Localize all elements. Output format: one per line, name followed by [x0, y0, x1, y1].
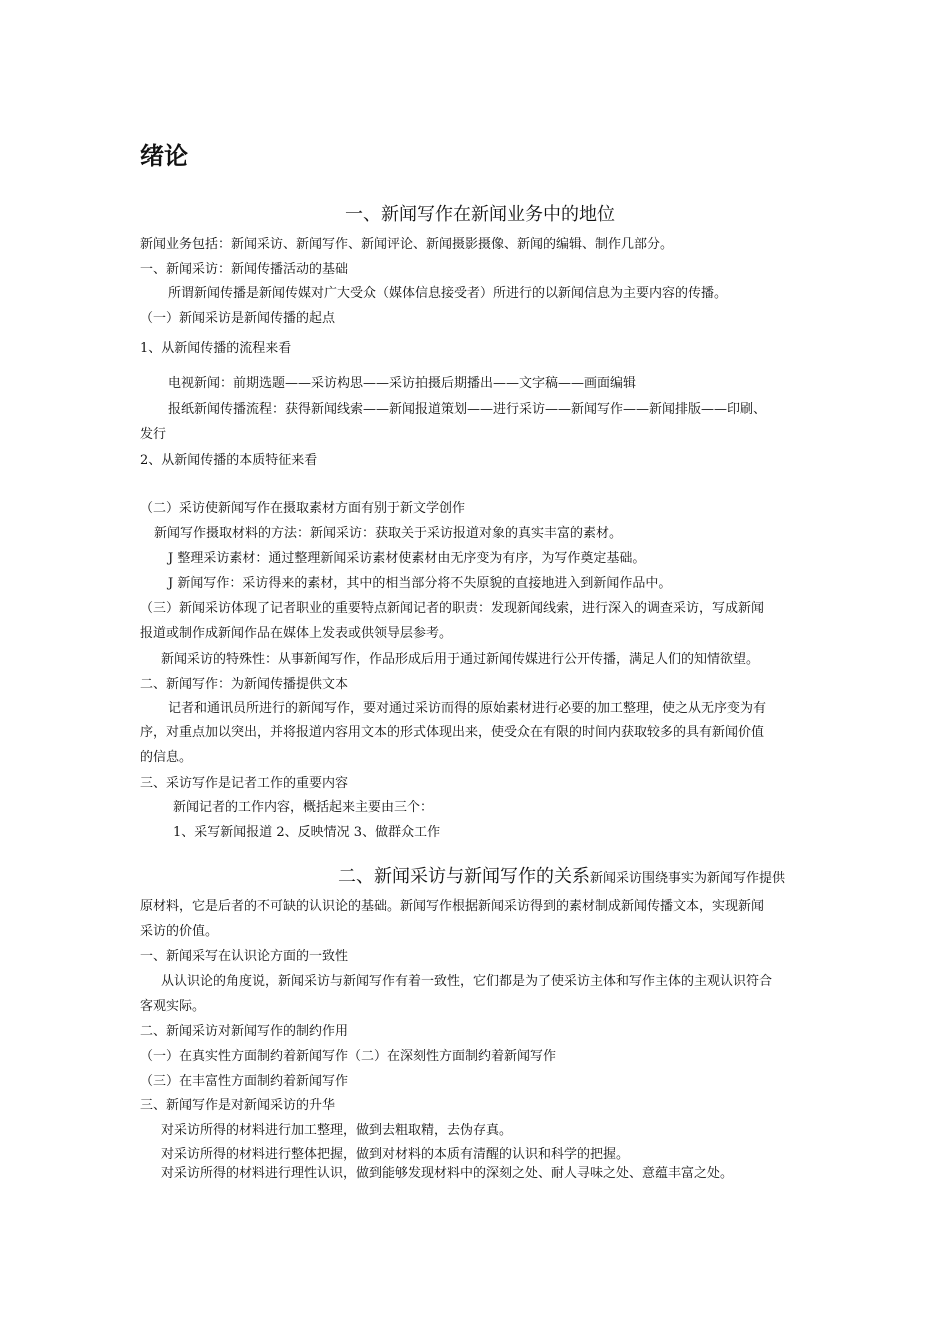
subheading: （一）在真实性方面制约着新闻写作（二）在深刻性方面制约着新闻写作 [140, 1049, 557, 1064]
paragraph: 对采访所得的材料进行理性认识，做到能够发现材料中的深刻之处、耐人寻味之处、意蕴丰富之处。 [161, 1166, 734, 1181]
paragraph: 所谓新闻传播是新闻传媒对广大受众（媒体信息接受者）所进行的以新闻信息为主要内容的传播。 [168, 286, 728, 301]
paragraph: 对采访所得的材料进行加工整理，做到去粗取精，去伪存真。 [161, 1123, 513, 1138]
paragraph: 采访的价值。 [140, 924, 219, 939]
paragraph: 序，对重点加以突出，并将报道内容用文本的形式体现出来，使受众在有限的时间内获取较多的具有新闻价值 [140, 725, 765, 740]
section-heading-2: 二、新闻采访与新闻写作的关系 [338, 866, 590, 887]
paragraph: 新闻采访围绕事实为新闻写作提供 [590, 871, 786, 886]
subheading: （一）新闻采访是新闻传播的起点 [140, 311, 336, 326]
subheading: 2、从新闻传播的本质特征来看 [140, 453, 318, 468]
paragraph: 发行 [140, 427, 167, 442]
subheading: 二、新闻写作：为新闻传播提供文本 [140, 677, 349, 692]
subheading: 二、新闻采访对新闻写作的制约作用 [140, 1024, 349, 1039]
subheading: 一、新闻采访：新闻传播活动的基础 [140, 262, 349, 277]
paragraph: 新闻业务包括：新闻采访、新闻写作、新闻评论、新闻摄影摄像、新闻的编辑、制作几部分。 [140, 237, 674, 252]
subheading: （二）采访使新闻写作在摄取素材方面有别于新文学创作 [140, 501, 466, 516]
subheading: 一、新闻采写在认识论方面的一致性 [140, 949, 349, 964]
paragraph: 记者和通讯员所进行的新闻写作，要对通过采访而得的原始素材进行必要的加工整理，使之从无序变为有 [168, 701, 767, 716]
paragraph: 报纸新闻传播流程：获得新闻线索——新闻报道策划——进行采访——新闻写作——新闻排版——印刷、 [168, 402, 767, 417]
paragraph: 新闻记者的工作内容，概括起来主要由三个： [173, 800, 434, 815]
paragraph: J 新闻写作：采访得来的素材，其中的相当部分将不失原貌的直接地进入到新闻作品中。 [168, 576, 672, 591]
paragraph: 原材料，它是后者的不可缺的认识论的基础。新闻写作根据新闻采访得到的素材制成新闻传播文本，实现新闻 [140, 899, 765, 914]
paragraph: 对采访所得的材料进行整体把握，做到对材料的本质有清醒的认识和科学的把握。 [161, 1147, 630, 1162]
paragraph: 1、采写新闻报道 2、反映情况 3、做群众工作 [173, 825, 441, 840]
section-heading-1: 一、新闻写作在新闻业务中的地位 [345, 204, 615, 225]
paragraph: 新闻写作摄取材料的方法：新闻采访：获取关于采访报道对象的真实丰富的素材。 [154, 526, 623, 541]
paragraph: J 整理采访素材：通过整理新闻采访素材使素材由无序变为有序，为写作奠定基础。 [168, 551, 646, 566]
paragraph: （三）新闻采访体现了记者职业的重要特点新闻记者的职责：发现新闻线索，进行深入的调查采访，写成新闻 [140, 601, 765, 616]
paragraph: 从认识论的角度说，新闻采访与新闻写作有着一致性，它们都是为了使采访主体和写作主体的主观认识符合 [161, 974, 773, 989]
subheading: 三、采访写作是记者工作的重要内容 [140, 776, 349, 791]
paragraph: 的信息。 [140, 750, 193, 765]
subheading: 1、从新闻传播的流程来看 [140, 341, 292, 356]
paragraph: 报道或制作成新闻作品在媒体上发表或供领导层参考。 [140, 626, 453, 641]
page-title: 绪论 [140, 142, 188, 170]
section-heading-2-line [338, 868, 820, 887]
subheading: 三、新闻写作是对新闻采访的升华 [140, 1098, 336, 1113]
paragraph: 电视新闻：前期选题——采访构思——采访拍摄后期播出——文字稿——画面编辑 [168, 376, 637, 391]
subheading: （三）在丰富性方面制约着新闻写作 [140, 1074, 349, 1089]
paragraph: 客观实际。 [140, 999, 206, 1014]
paragraph: 新闻采访的特殊性：从事新闻写作，作品形成后用于通过新闻传媒进行公开传播，满足人们的知情欲望。 [161, 652, 760, 667]
